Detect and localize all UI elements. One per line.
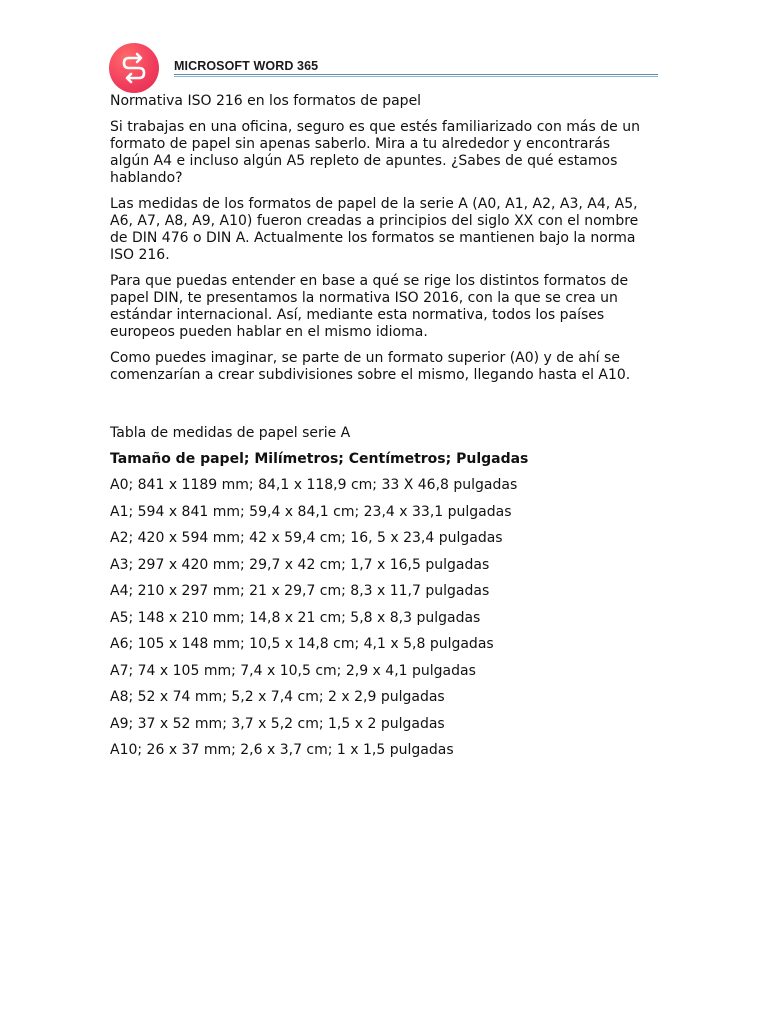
table-row: A0; 841 x 1189 mm; 84,1 x 118,9 cm; 33 X 46,8 pulgadas [110,477,518,493]
header-rule-secondary [174,76,658,77]
paragraph-intro: Si trabajas en una oficina, seguro es que estés familiarizado con más de un formato de papel sin apenas saberlo. Mira a tu alrededor y encontrarás algún A4 e incluso algún A5 repleto de apuntes. ¿Sabes de qué estamos hablando? [110,119,640,186]
paragraph-subdivisions: Como puedes imaginar, se parte de un formato superior (A0) y de ahí se comenzarían a crear subdivisiones sobre el mismo, llegando hasta el A10. [110,350,631,383]
table-row: A4; 210 x 297 mm; 21 x 29,7 cm; 8,3 x 11,7 pulgadas [110,583,490,599]
table-row: A10; 26 x 37 mm; 2,6 x 3,7 cm; 1 x 1,5 pulgadas [110,742,454,758]
table-header: Tamaño de papel; Milímetros; Centímetros; Pulgadas [110,451,529,467]
table-row: A2; 420 x 594 mm; 42 x 59,4 cm; 16, 5 x 23,4 pulgadas [110,530,503,546]
table-row: A7; 74 x 105 mm; 7,4 x 10,5 cm; 2,9 x 4,1 pulgadas [110,662,476,679]
table-row: A6; 105 x 148 mm; 10,5 x 14,8 cm; 4,1 x 5,8 pulgadas [110,636,494,652]
table-row: A5; 148 x 210 mm; 14,8 x 21 cm; 5,8 x 8,3 pulgadas [110,609,481,626]
paragraph-iso: Para que puedas entender en base a qué se rige los distintos formatos de papel DIN, te presentamos la normativa ISO 2016, con la que se crea un estándar internacional. Así, mediante esta normativa, todos los países europeos pueden hablar en el mismo idioma. [110,273,629,340]
s-glyph-icon [109,43,159,93]
table-row: A3; 297 x 420 mm; 29,7 x 42 cm; 1,7 x 16,5 pulgadas [110,556,490,573]
table-row: A8; 52 x 74 mm; 5,2 x 7,4 cm; 2 x 2,9 pulgadas [110,689,445,705]
document-title: Normativa ISO 216 en los formatos de papel [110,93,422,109]
header-rule [174,74,658,75]
word-s-logo-icon [109,43,159,93]
table-row: A1; 594 x 841 mm; 59,4 x 84,1 cm; 23,4 x 33,1 pulgadas [110,503,512,520]
blank-line [110,393,650,425]
table-row: A9; 37 x 52 mm; 3,7 x 5,2 cm; 1,5 x 2 pulgadas [110,715,445,732]
paragraph-serie-a: Las medidas de los formatos de papel de la serie A (A0, A1, A2, A3, A4, A5, A6, A7, A8, A9, A10) fueron creadas a principios del siglo XX con el nombre de DIN 476 o DIN A. Actualmente los formatos se mantienen bajo la norma ISO 216. [110,196,639,263]
app-title: MICROSOFT WORD 365 [174,59,319,73]
table-title: Tabla de medidas de papel serie A [110,425,351,441]
document-header [109,43,658,93]
document-body [110,93,650,769]
